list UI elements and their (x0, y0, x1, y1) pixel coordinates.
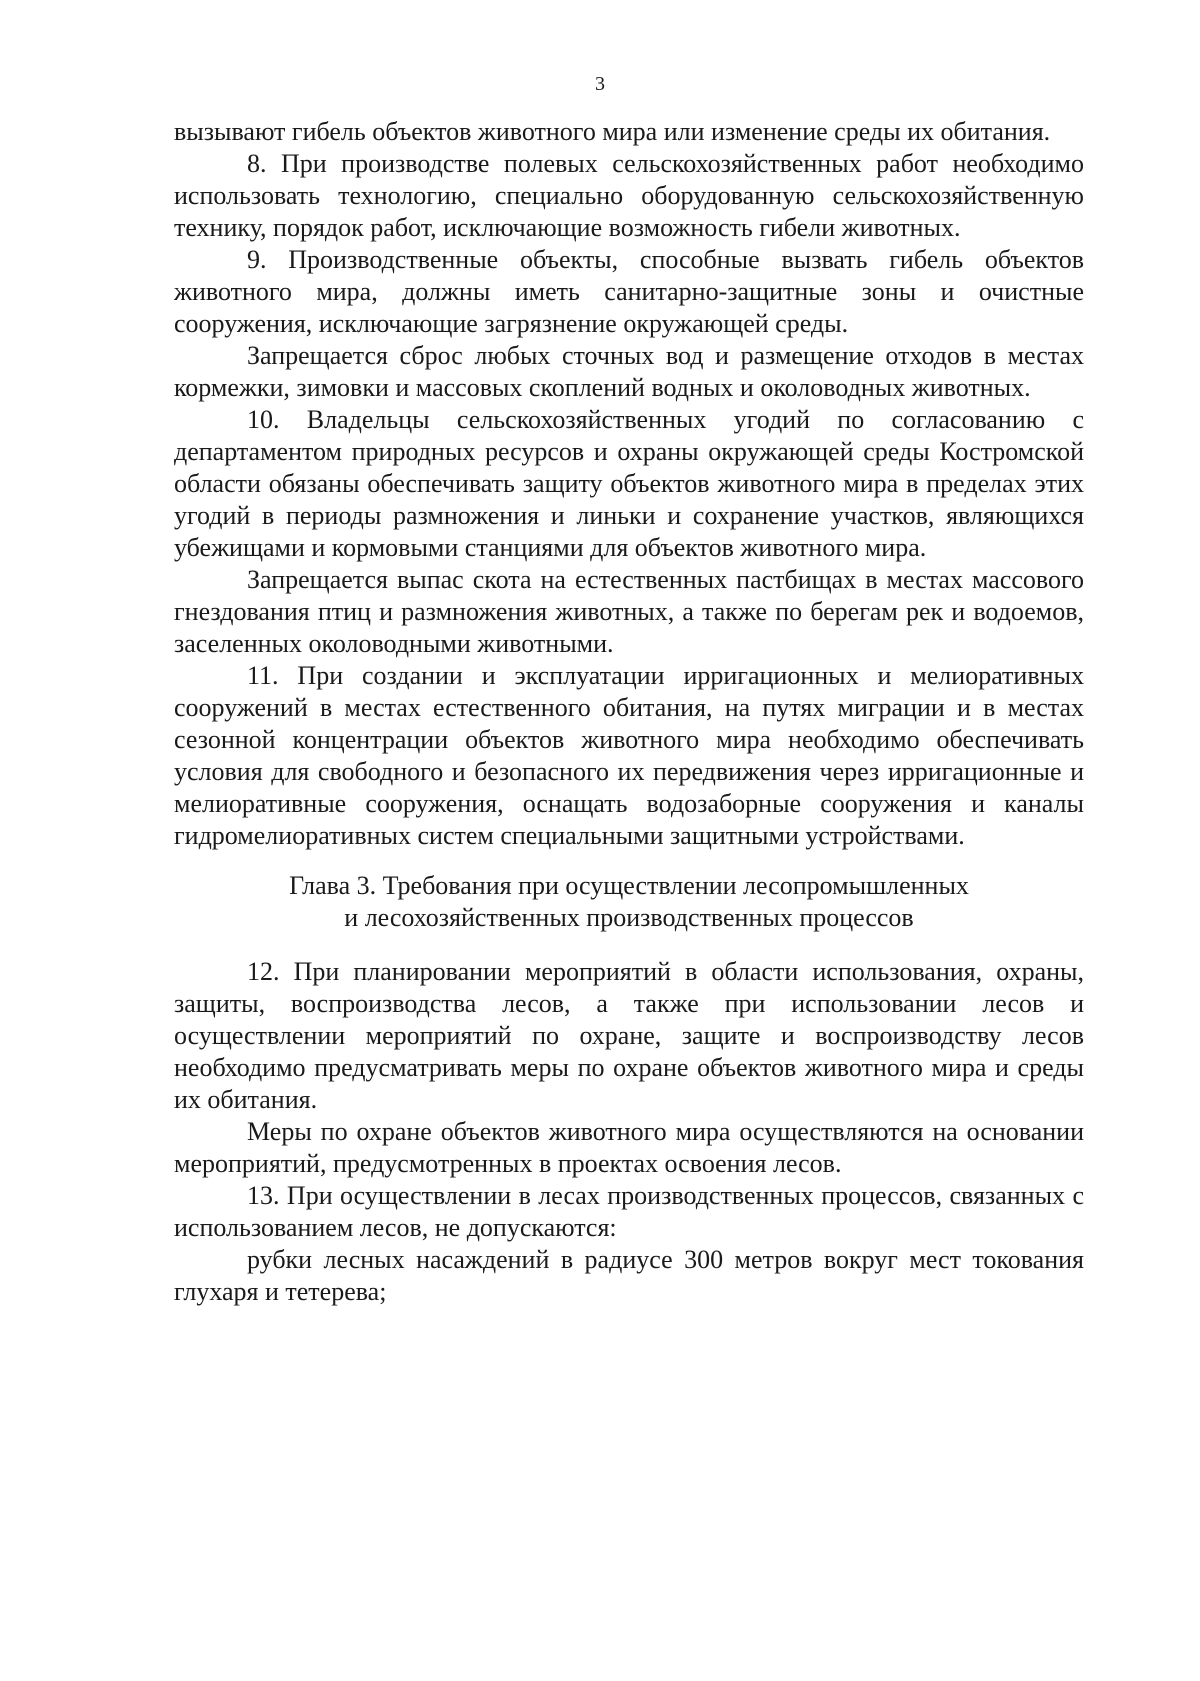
chapter-heading-line-2: и лесохозяйственных производственных процессов (344, 903, 914, 932)
paragraph-protection-measures: Меры по охране объектов животного мира осуществляются на основании мероприятий, предусмотренных в проектах освоения лесов. (174, 1117, 1084, 1178)
paragraph-item-9: 9. Производственные объекты, способные вызвать гибель объектов животного мира, должны иметь санитарно-защитные зоны и очистные сооружения, исключающие загрязнение окружающей среды. (174, 245, 1084, 338)
paragraph-discharge-ban: Запрещается сброс любых сточных вод и размещение отходов в местах кормежки, зимовки и массовых скоплений водных и околоводных животных. (174, 341, 1084, 402)
paragraph-item-10: 10. Владельцы сельскохозяйственных угодий по согласованию с департаментом природных ресурсов и охраны окружающей среды Костромской области обязаны обеспечивать защиту объектов животного мира в пределах этих угодий в периоды размножения и линьки и сохранение участков, являющихся убежищами и кормовыми станциями для объектов животного мира. (174, 405, 1084, 562)
paragraph-continuation: вызывают гибель объектов животного мира или изменение среды их обитания. (174, 117, 1051, 146)
page-number: 3 (595, 73, 605, 95)
document-body (174, 116, 1084, 1308)
chapter-heading (174, 870, 1084, 934)
paragraph-grazing-ban: Запрещается выпас скота на естественных пастбищах в местах массового гнездования птиц и размножения животных, а также по берегам рек и водоемов, заселенных околоводными животными. (174, 565, 1084, 658)
chapter-heading-line-1: Глава 3. Требования при осуществлении лесопромышленных (289, 871, 969, 900)
paragraph-item-8: 8. При производстве полевых сельскохозяйственных работ необходимо использовать технологию, специально оборудованную сельскохозяйственную технику, порядок работ, исключающие возможность гибели животных. (174, 149, 1084, 242)
paragraph-item-11: 11. При создании и эксплуатации ирригационных и мелиоративных сооружений в местах естественного обитания, на путях миграции и в местах сезонной концентрации объектов животного мира необходимо обеспечивать условия для свободного и безопасного их передвижения через ирригационные и мелиоративные сооружения, оснащать водозаборные сооружения и каналы гидромелиоративных систем специальными защитными устройствами. (174, 661, 1084, 850)
paragraph-item-13: 13. При осуществлении в лесах производственных процессов, связанных с использованием лесов, не допускаются: (174, 1181, 1084, 1242)
paragraph-item-12: 12. При планировании мероприятий в области использования, охраны, защиты, воспроизводства лесов, а также при использовании лесов и осуществлении мероприятий по охране, защите и воспроизводству лесов необходимо предусматривать меры по охране объектов животного мира и среды их обитания. (174, 957, 1084, 1114)
paragraph-felling-restriction: рубки лесных насаждений в радиусе 300 метров вокруг мест токования глухаря и тетерева; (174, 1245, 1084, 1306)
